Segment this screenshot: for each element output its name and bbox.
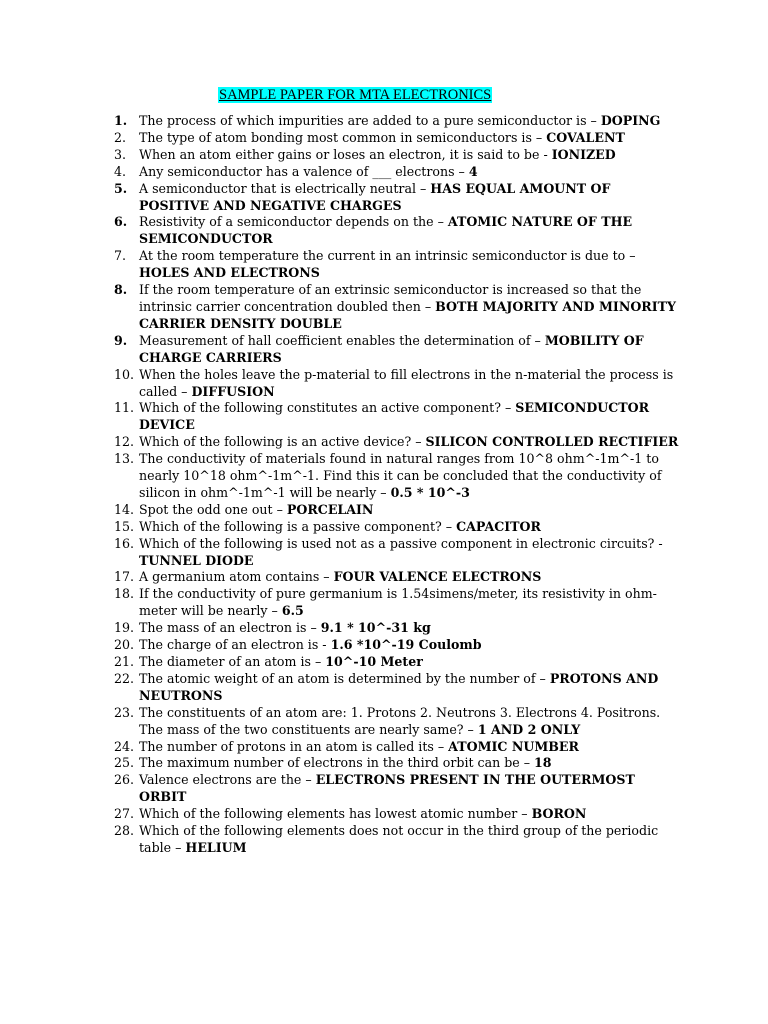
answer-text: ATOMIC NUMBER (448, 738, 579, 754)
question-number: 18. (114, 586, 135, 602)
question-text: The constituents of an atom are: 1. Protons 2. Neutrons 3. Electrons 4. Positrons. The mass of the two constituents are nearly same? – (139, 704, 661, 737)
question-item (114, 637, 684, 654)
question-item (114, 282, 684, 333)
question-item (114, 823, 684, 857)
question-number: 3. (114, 146, 127, 162)
question-list (114, 113, 684, 857)
question-text: A germanium atom contains – (139, 569, 334, 585)
question-number: 4. (114, 163, 127, 179)
question-text: The diameter of an atom is – (139, 654, 326, 669)
question-number: 1. (114, 113, 128, 128)
question-item (114, 113, 684, 130)
question-text: Which of the following elements has lowest atomic number – (139, 806, 532, 822)
question-number: 22. (114, 670, 135, 686)
answer-text: IONIZED (551, 146, 616, 162)
question-number: 14. (114, 501, 135, 517)
question-number: 9. (114, 332, 128, 348)
answer-text: ELECTRONS PRESENT IN THE OUTERMOST ORBIT (139, 772, 635, 805)
answer-text: FOUR VALENCE ELECTRONS (333, 569, 542, 585)
document-title: SAMPLE PAPER FOR MTA ELECTRONICS (219, 87, 492, 103)
question-item (114, 519, 684, 536)
question-text: Valence electrons are the – (139, 772, 316, 788)
question-text: A semiconductor that is electrically neutral – (139, 180, 431, 196)
question-text: Resistivity of a semiconductor depends on the – (139, 214, 448, 230)
question-item (114, 620, 684, 637)
question-text: Which of the following elements does not occur in the third group of the periodic table – (139, 823, 659, 855)
question-item (114, 367, 684, 401)
question-item (114, 451, 684, 502)
question-item (114, 806, 684, 823)
answer-text: 1 AND 2 ONLY (477, 721, 581, 737)
question-number: 27. (114, 806, 135, 822)
question-item (114, 164, 684, 181)
question-item (114, 181, 684, 215)
question-text: Measurement of hall coefficient enables the determination of – (139, 332, 545, 348)
answer-text: PORCELAIN (286, 501, 374, 517)
answer-text: DIFFUSION (191, 383, 275, 399)
answer-text: 0.5 * 10^-3 (390, 484, 470, 500)
answer-text: HOLES AND ELECTRONS (139, 265, 320, 281)
question-item (114, 333, 684, 367)
question-item (114, 755, 684, 772)
question-item (114, 400, 684, 434)
question-number: 11. (114, 400, 135, 416)
question-text: When the holes leave the p-material to fill electrons in the n-material the process is called – (139, 366, 674, 399)
question-text: The charge of an electron is - (139, 637, 331, 653)
question-item (114, 772, 684, 806)
answer-text: 9.1 * 10^-31 kg (320, 620, 431, 636)
question-number: 28. (114, 823, 135, 839)
question-item (114, 248, 684, 282)
answer-text: ATOMIC NATURE OF THE SEMICONDUCTOR (139, 214, 633, 247)
answer-text: DOPING (600, 113, 661, 128)
question-text: Which of the following is a passive component? – (139, 518, 457, 534)
question-number: 7. (114, 248, 127, 264)
question-item (114, 536, 684, 570)
answer-text: 1.6 *10^-19 Coulomb (330, 637, 482, 653)
answer-text: HAS EQUAL AMOUNT OF POSITIVE AND NEGATIVE CHARGES (139, 180, 611, 213)
question-number: 12. (114, 434, 135, 450)
answer-text: 10^-10 Meter (325, 654, 423, 669)
question-text: The maximum number of electrons in the third orbit can be – (139, 755, 535, 771)
question-number: 19. (114, 620, 135, 636)
question-number: 26. (114, 772, 135, 788)
answer-text: BOTH MAJORITY AND MINORITY CARRIER DENSITY DOUBLE (139, 298, 677, 331)
question-item (114, 671, 684, 705)
question-item (114, 654, 684, 671)
question-number: 10. (114, 366, 135, 382)
answer-text: MOBILITY OF CHARGE CARRIERS (139, 332, 644, 365)
question-number: 17. (114, 569, 135, 585)
question-item (114, 147, 684, 164)
question-text: The conductivity of materials found in natural ranges from 10^8 ohm^-1m^-1 to nearly 10^18 ohm^-1m^-1. Find this it can be concluded that the conductivity of silicon in ohm^-1m^-1 will be nearly – (139, 451, 662, 500)
question-text: If the conductivity of pure germanium is 1.54simens/meter, its resistivity in ohm-meter will be nearly – (139, 586, 657, 619)
answer-text: SILICON CONTROLLED RECTIFIER (425, 434, 679, 450)
question-text: The atomic weight of an atom is determined by the number of – (139, 670, 550, 686)
question-text: If the room temperature of an extrinsic semiconductor is increased so that the intrinsic carrier concentration doubled then – (139, 282, 642, 314)
answer-text: CAPACITOR (456, 518, 541, 534)
question-item (114, 434, 684, 451)
question-item (114, 739, 684, 756)
question-text: The type of atom bonding most common in semiconductors is – (139, 129, 547, 145)
question-number: 23. (114, 704, 135, 720)
question-number: 8. (114, 282, 128, 298)
question-number: 21. (114, 654, 135, 669)
answer-text: COVALENT (546, 129, 625, 145)
answer-text: HELIUM (185, 839, 247, 855)
question-text: When an atom either gains or loses an electron, it is said to be - (139, 146, 552, 162)
answer-text: TUNNEL DIODE (139, 552, 254, 568)
question-text: Spot the odd one out – (139, 501, 287, 517)
question-number: 24. (114, 738, 135, 754)
question-item (114, 705, 684, 739)
answer-text: PROTONS AND NEUTRONS (139, 670, 659, 703)
question-text: Which of the following is an active device? – (139, 434, 426, 450)
question-text: Any semiconductor has a valence of ___ electrons – (139, 163, 469, 179)
question-text: The mass of an electron is – (139, 620, 321, 636)
question-number: 15. (114, 518, 135, 534)
answer-text: SEMICONDUCTOR DEVICE (139, 400, 650, 433)
question-item (114, 569, 684, 586)
question-number: 13. (114, 451, 135, 467)
question-item (114, 130, 684, 147)
question-number: 6. (114, 214, 128, 230)
answer-text: BORON (531, 806, 587, 822)
question-number: 20. (114, 637, 135, 653)
question-number: 5. (114, 180, 128, 196)
question-text: Which of the following constitutes an active component? – (139, 400, 516, 416)
answer-text: 18 (534, 755, 552, 771)
question-text: The process of which impurities are added to a pure semiconductor is – (139, 113, 601, 128)
question-item (114, 214, 684, 248)
question-text: The number of protons in an atom is called its – (139, 738, 449, 754)
question-text: At the room temperature the current in an intrinsic semiconductor is due to – (139, 248, 636, 264)
answer-text: 4 (468, 163, 478, 179)
answer-text: 6.5 (281, 603, 304, 619)
question-text: Which of the following is used not as a passive component in electronic circuits? - (139, 535, 663, 551)
question-item (114, 502, 684, 519)
question-number: 2. (114, 129, 127, 145)
question-item (114, 586, 684, 620)
question-number: 16. (114, 535, 135, 551)
question-number: 25. (114, 755, 135, 771)
